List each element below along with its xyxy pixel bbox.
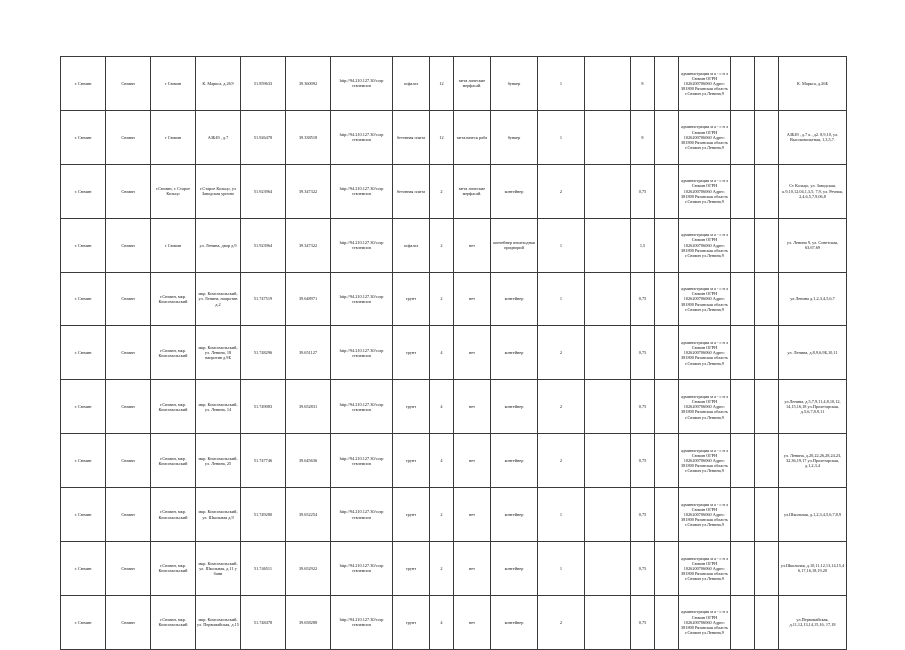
table-cell-c4: АЗБ49 , д.7 xyxy=(196,110,241,164)
table-cell-c8: грунт xyxy=(393,595,430,649)
table-cell-empty xyxy=(755,595,779,649)
table-cell-c14: администрация м а - с н л Сюмин ОГРН 1026200706060 Адрес: 381800 Рязанская область г.Сюмин ул.Ленина,9 xyxy=(679,488,731,542)
table-cell-c5: 51.749280 xyxy=(241,488,286,542)
table-cell-c15: К. Маркса, д.26Б xyxy=(779,57,847,111)
waste-sites-table xyxy=(60,56,847,650)
table-cell-c8: грунт xyxy=(393,326,430,380)
table-cell-c8: асфальт xyxy=(393,218,430,272)
table-cell-c6: 39.645636 xyxy=(286,434,331,488)
table-cell-c9: 2 xyxy=(430,164,454,218)
table-cell-c1: г. Сюмин xyxy=(61,218,106,272)
table-cell-c7: http://94.210.127.30/corp ствлемпоп xyxy=(331,595,393,649)
table-cell-c15: ул. Ленина, д.20,22,26,28,24,23, 32,36,19,17 ул.Пролетарская, д.1,2,3,4 xyxy=(779,434,847,488)
table-cell-empty xyxy=(755,326,779,380)
table-cell-c9: 2 xyxy=(430,488,454,542)
table-cell-c3: г Сюмин xyxy=(151,57,196,111)
table-cell-empty xyxy=(755,272,779,326)
table-cell-c11: контейнер xyxy=(491,595,538,649)
table-cell-c15: ул.Школьная, д.1,2,3,4,5,6,7,8,9 xyxy=(779,488,847,542)
table-cell-c5: 51.747519 xyxy=(241,272,286,326)
table-cell-c8: грунт xyxy=(393,380,430,434)
table-cell-c7: http://94.210.127.30/corp ствлемпоп xyxy=(331,218,393,272)
table-cell-empty xyxy=(755,434,779,488)
table-cell-c6: 39.652831 xyxy=(286,380,331,434)
table-row xyxy=(61,380,847,434)
table-cell-c3: г.Сюмин, мкр. Комсомольский xyxy=(151,595,196,649)
table-cell-c9: 2 xyxy=(430,542,454,596)
table-cell-c1: г. Сюмин xyxy=(61,272,106,326)
table-cell-empty xyxy=(585,380,631,434)
table-cell-c1: г. Сюмин xyxy=(61,380,106,434)
table-cell-c6: 39.652922 xyxy=(286,542,331,596)
table-cell-c12: 1 xyxy=(538,218,585,272)
table-cell-empty xyxy=(585,542,631,596)
table-cell-c10: мета лические мерфасай. xyxy=(454,164,491,218)
table-cell-empty xyxy=(655,542,679,596)
table-row xyxy=(61,57,847,111)
table-cell-c11: бункер xyxy=(491,57,538,111)
table-cell-c13: 1,5 xyxy=(631,218,655,272)
table-cell-c4: мкр. Комсомольский, ул. Первомайская, д.15 xyxy=(196,595,241,649)
table-cell-empty xyxy=(585,488,631,542)
table-cell-c10: нет xyxy=(454,380,491,434)
table-cell-c7: http://94.210.127.30/corp ствлемпоп xyxy=(331,164,393,218)
table-cell-c10: нет xyxy=(454,595,491,649)
table-cell-empty xyxy=(585,434,631,488)
table-cell-empty xyxy=(755,164,779,218)
table-cell-empty xyxy=(655,218,679,272)
table-cell-c1: г. Сюмин xyxy=(61,595,106,649)
table-cell-c11: контейнер xyxy=(491,434,538,488)
table-cell-empty xyxy=(585,326,631,380)
table-cell-c3: г.Сюмин, мкр. Комсомольский xyxy=(151,380,196,434)
table-cell-c12: 2 xyxy=(538,164,585,218)
table-cell-c2: Сюмин xyxy=(106,542,151,596)
table-cell-c10: мета лические мерфасай. xyxy=(454,57,491,111)
table-cell-c9: 2 xyxy=(430,218,454,272)
table-cell-c11: контейнер xyxy=(491,380,538,434)
table-cell-c10: нет xyxy=(454,326,491,380)
table-cell-c7: http://94.210.127.30/corp ствлемпоп xyxy=(331,326,393,380)
table-cell-c9: 12 xyxy=(430,110,454,164)
table-cell-empty xyxy=(655,110,679,164)
table-cell-c5: 51.749083 xyxy=(241,380,286,434)
table-cell-empty xyxy=(655,326,679,380)
table-cell-c2: Сюмин xyxy=(106,380,151,434)
table-cell-c9: 4 xyxy=(430,595,454,649)
table-cell-c4: мкр. Комсомольский, ул. Школьная д.9 xyxy=(196,488,241,542)
table-cell-c2: Сюмин xyxy=(106,272,151,326)
table-cell-c7: http://94.210.127.30/corp ствлемпоп xyxy=(331,110,393,164)
table-cell-empty xyxy=(731,380,755,434)
table-cell-empty xyxy=(655,164,679,218)
table-cell-empty xyxy=(655,272,679,326)
table-cell-c2: Сюмин xyxy=(106,110,151,164)
table-cell-c2: Сюмин xyxy=(106,595,151,649)
table-cell-c14: администрация м а - с н л Сюмин ОГРН 1026200706060 Адрес: 381800 Рязанская область г.Сюмин ул.Ленина,9 xyxy=(679,110,731,164)
table-cell-empty xyxy=(755,542,779,596)
table-cell-c14: администрация м а - с н л Сюмин ОГРН 1026200706060 Адрес: 381800 Рязанская область г.Сюмин ул.Ленина,9 xyxy=(679,595,731,649)
table-cell-c12: 2 xyxy=(538,434,585,488)
table-cell-c11: контейнер xyxy=(491,542,538,596)
table-cell-c13: 0,75 xyxy=(631,595,655,649)
table-cell-c15: ул.Ленина д.1,2,3,4,5,6,7 xyxy=(779,272,847,326)
table-cell-empty xyxy=(731,488,755,542)
table-cell-c1: г. Сюмин xyxy=(61,434,106,488)
table-cell-c7: http://94.210.127.30/corp ствлемпоп xyxy=(331,542,393,596)
table-cell-c3: г.Сюмин, мкр. Комсомольский xyxy=(151,542,196,596)
table-cell-c4: мкр. Комсомольский, ул. Школьная, д.11 у бани xyxy=(196,542,241,596)
table-cell-empty xyxy=(731,434,755,488)
table-cell-c7: http://94.210.127.30/corp ствлемпоп xyxy=(331,272,393,326)
table-cell-c13: 0,75 xyxy=(631,488,655,542)
table-cell-c11: контейнер xyxy=(491,272,538,326)
table-cell-c1: г. Сюмин xyxy=(61,110,106,164)
table-cell-c6: 39.648971 xyxy=(286,272,331,326)
table-cell-c15: Ст Кольцо, ул. Заводская, к.9,10,12,04,1,3,5, 7,9, ул. Речная, 2,4,6,5,7,9,06,8 xyxy=(779,164,847,218)
table-cell-c14: администрация м а - с н л Сюмин ОГРН 1026200706060 Адрес: 381800 Рязанская область г.Сюмин ул.Ленина,9 xyxy=(679,164,731,218)
table-cell-c12: 1 xyxy=(538,272,585,326)
table-cell-empty xyxy=(585,164,631,218)
table-cell-c14: администрация м а - с н л Сюмин ОГРН 1026200706060 Адрес: 381800 Рязанская область г.Сюмин ул.Ленина,9 xyxy=(679,380,731,434)
table-cell-c2: Сюмин xyxy=(106,218,151,272)
table-cell-c12: 2 xyxy=(538,380,585,434)
table-cell-c10: нет xyxy=(454,488,491,542)
table-cell-c3: г.Сюмин, мкр. Комсомольский xyxy=(151,488,196,542)
table-cell-c3: г.Сюмин, г. Старое Кольцо xyxy=(151,164,196,218)
table-cell-c6: 39.347322 xyxy=(286,218,331,272)
table-cell-c10: нет xyxy=(454,542,491,596)
table-cell-c8: грунт xyxy=(393,434,430,488)
table-cell-c10: нет xyxy=(454,218,491,272)
table-cell-empty xyxy=(655,434,679,488)
table-cell-c5: 51.859633 xyxy=(241,57,286,111)
table-cell-empty xyxy=(755,218,779,272)
table-cell-c4: мкр. Комсомольский, ул. Ленина, напротив д.2 xyxy=(196,272,241,326)
table-cell-c12: 1 xyxy=(538,488,585,542)
table-cell-empty xyxy=(585,595,631,649)
table-cell-empty xyxy=(731,218,755,272)
table-cell-c13: 0,75 xyxy=(631,164,655,218)
table-cell-c4: мкр. Комсомольский, ул. Ленина, 18 напротив д.9Б xyxy=(196,326,241,380)
table-cell-c1: г. Сюмин xyxy=(61,542,106,596)
table-cell-c9: 12 xyxy=(430,57,454,111)
table-cell-c15: ул.Первомайская, д.11,12,13,14,15,16, 17,18 xyxy=(779,595,847,649)
table-cell-c15: ул.Школьная, д.10,11,12,13,14,15,4 6,17,16,18,19,20 xyxy=(779,542,847,596)
table-cell-c4: ул. Ленина, двор д.9 xyxy=(196,218,241,272)
table-row xyxy=(61,488,847,542)
table-row xyxy=(61,434,847,488)
table-cell-c2: Сюмин xyxy=(106,326,151,380)
table-row xyxy=(61,326,847,380)
table-cell-c10: нет xyxy=(454,434,491,488)
table-cell-c8: бетонная плита xyxy=(393,164,430,218)
table-cell-empty xyxy=(655,380,679,434)
table-row xyxy=(61,164,847,218)
table-cell-c12: 1 xyxy=(538,542,585,596)
table-cell-c6: 39.652254 xyxy=(286,488,331,542)
table-cell-c14: администрация м а - с н л Сюмин ОГРН 1026200706060 Адрес: 381800 Рязанская область г.Сюмин ул.Ленина,9 xyxy=(679,272,731,326)
table-cell-c13: 8 xyxy=(631,57,655,111)
table-cell-c15: ул. Ленина, д.8,9,6,9Б,10,11 xyxy=(779,326,847,380)
table-cell-c15: ул. Ленина 9, ул. Советская, 63,67,69 xyxy=(779,218,847,272)
table-cell-c3: г Сюмин xyxy=(151,218,196,272)
table-cell-c1: г. Сюмин xyxy=(61,326,106,380)
table-cell-c5: 51.748296 xyxy=(241,326,286,380)
table-cell-c9: 4 xyxy=(430,326,454,380)
table-cell-empty xyxy=(755,57,779,111)
table-cell-c5: 51.746511 xyxy=(241,542,286,596)
table-cell-empty xyxy=(731,164,755,218)
table-cell-c11: контейнер xyxy=(491,164,538,218)
table-cell-empty xyxy=(755,380,779,434)
table-cell-c1: г. Сюмин xyxy=(61,488,106,542)
table-cell-c8: грунт xyxy=(393,542,430,596)
table-cell-c12: 1 xyxy=(538,110,585,164)
table-cell-c8: грунт xyxy=(393,488,430,542)
table-cell-c2: Сюмин xyxy=(106,488,151,542)
table-cell-empty xyxy=(731,595,755,649)
table-cell-c12: 1 xyxy=(538,57,585,111)
table-cell-c9: 4 xyxy=(430,380,454,434)
table-cell-c7: http://94.210.127.30/corp ствлемпоп xyxy=(331,57,393,111)
table-cell-c11: контейнер xyxy=(491,326,538,380)
table-body xyxy=(61,57,847,650)
table-cell-c11: контейнер пешеходная придворий xyxy=(491,218,538,272)
table-cell-c14: администрация м а - с н л Сюмин ОГРН 1026200706060 Адрес: 381800 Рязанская область г.Сюмин ул.Ленина,9 xyxy=(679,542,731,596)
table-cell-c6: 39.338518 xyxy=(286,110,331,164)
table-cell-c4: мкр. Комсомольский, ул. Ленина, 14 xyxy=(196,380,241,434)
table-row xyxy=(61,595,847,649)
table-cell-c5: 51.923964 xyxy=(241,164,286,218)
table-cell-c1: г. Сюмин xyxy=(61,57,106,111)
table-cell-c8: асфальт xyxy=(393,57,430,111)
table-cell-c15: ул.Ленина, д.5,7,9,11,4,8,10,12, 14,15,16,18 ул.Пролетарская, д.5,6,7,8,9,11 xyxy=(779,380,847,434)
table-cell-c2: Сюмин xyxy=(106,57,151,111)
table-cell-c4: г.Старое Кольцо, ул Заводская урочно xyxy=(196,164,241,218)
table-cell-empty xyxy=(755,110,779,164)
table-cell-c4: К. Маркса, д.26Э xyxy=(196,57,241,111)
table-row xyxy=(61,218,847,272)
table-cell-c14: администрация м а - с н л Сюмин ОГРН 1026200706060 Адрес: 381800 Рязанская область г.Сюмин ул.Ленина,9 xyxy=(679,434,731,488)
table-cell-c11: бункер xyxy=(491,110,538,164)
table-row xyxy=(61,272,847,326)
table-cell-c5: 51.926478 xyxy=(241,110,286,164)
table-cell-c9: 4 xyxy=(430,434,454,488)
document-sheet xyxy=(60,56,846,650)
table-cell-c11: контейнер xyxy=(491,488,538,542)
table-cell-c13: 0,75 xyxy=(631,272,655,326)
table-cell-c6: 39.658288 xyxy=(286,595,331,649)
table-cell-empty xyxy=(755,488,779,542)
table-cell-c6: 39.360092 xyxy=(286,57,331,111)
table-cell-c2: Сюмин xyxy=(106,164,151,218)
table-cell-c3: г.Сюмин, мкр. Комсомольский xyxy=(151,272,196,326)
table-cell-empty xyxy=(585,218,631,272)
table-cell-empty xyxy=(731,326,755,380)
table-cell-c12: 2 xyxy=(538,595,585,649)
table-row xyxy=(61,110,847,164)
table-cell-empty xyxy=(585,272,631,326)
table-cell-c8: бетонная плита xyxy=(393,110,430,164)
table-cell-c7: http://94.210.127.30/corp ствлемпоп xyxy=(331,380,393,434)
table-cell-c12: 2 xyxy=(538,326,585,380)
table-cell-c7: http://94.210.127.30/corp ствлемпоп xyxy=(331,488,393,542)
table-cell-c14: администрация м а - с н л Сюмин ОГРН 1026200706060 Адрес: 381800 Рязанская область г.Сюмин ул.Ленина,9 xyxy=(679,57,731,111)
table-cell-c15: АЗБ49 , д.7 к , д2. 8,9,10, ул. Высоковольтная, 1,3,5,7. xyxy=(779,110,847,164)
table-cell-c5: 51.923964 xyxy=(241,218,286,272)
table-cell-c8: грунт xyxy=(393,272,430,326)
table-cell-c10: металическ раба xyxy=(454,110,491,164)
table-cell-c6: 39.651127 xyxy=(286,326,331,380)
table-cell-c14: администрация м а - с н л Сюмин ОГРН 1026200706060 Адрес: 381800 Рязанская область г.Сюмин ул.Ленина,9 xyxy=(679,218,731,272)
table-cell-c5: 51.748478 xyxy=(241,595,286,649)
table-cell-empty xyxy=(655,488,679,542)
table-cell-c13: 0,75 xyxy=(631,434,655,488)
table-cell-c13: 0,75 xyxy=(631,542,655,596)
table-cell-empty xyxy=(731,272,755,326)
table-cell-c13: 0,75 xyxy=(631,326,655,380)
table-cell-c14: администрация м а - с н л Сюмин ОГРН 1026200706060 Адрес: 381800 Рязанская область г.Сюмин ул.Ленина,9 xyxy=(679,326,731,380)
table-cell-c1: г. Сюмин xyxy=(61,164,106,218)
table-row xyxy=(61,542,847,596)
table-cell-empty xyxy=(731,57,755,111)
table-cell-c13: 8 xyxy=(631,110,655,164)
table-cell-empty xyxy=(585,57,631,111)
table-cell-empty xyxy=(655,57,679,111)
table-cell-c3: г.Сюмин, мкр. Комсомольский xyxy=(151,326,196,380)
table-cell-empty xyxy=(655,595,679,649)
table-cell-c3: г.Сюмин, мкр. Комсомольский xyxy=(151,434,196,488)
table-cell-c13: 0,75 xyxy=(631,380,655,434)
table-cell-c5: 51.747746 xyxy=(241,434,286,488)
table-cell-c9: 2 xyxy=(430,272,454,326)
table-cell-c10: нет xyxy=(454,272,491,326)
table-cell-c6: 39.347322 xyxy=(286,164,331,218)
table-cell-c7: http://94.210.127.30/corp ствлемпоп xyxy=(331,434,393,488)
table-cell-c4: мкр. Комсомольский, ул. Ленина, 25 xyxy=(196,434,241,488)
table-cell-empty xyxy=(731,542,755,596)
table-cell-c2: Сюмин xyxy=(106,434,151,488)
table-cell-c3: г Сюмин xyxy=(151,110,196,164)
table-cell-empty xyxy=(585,110,631,164)
table-cell-empty xyxy=(731,110,755,164)
